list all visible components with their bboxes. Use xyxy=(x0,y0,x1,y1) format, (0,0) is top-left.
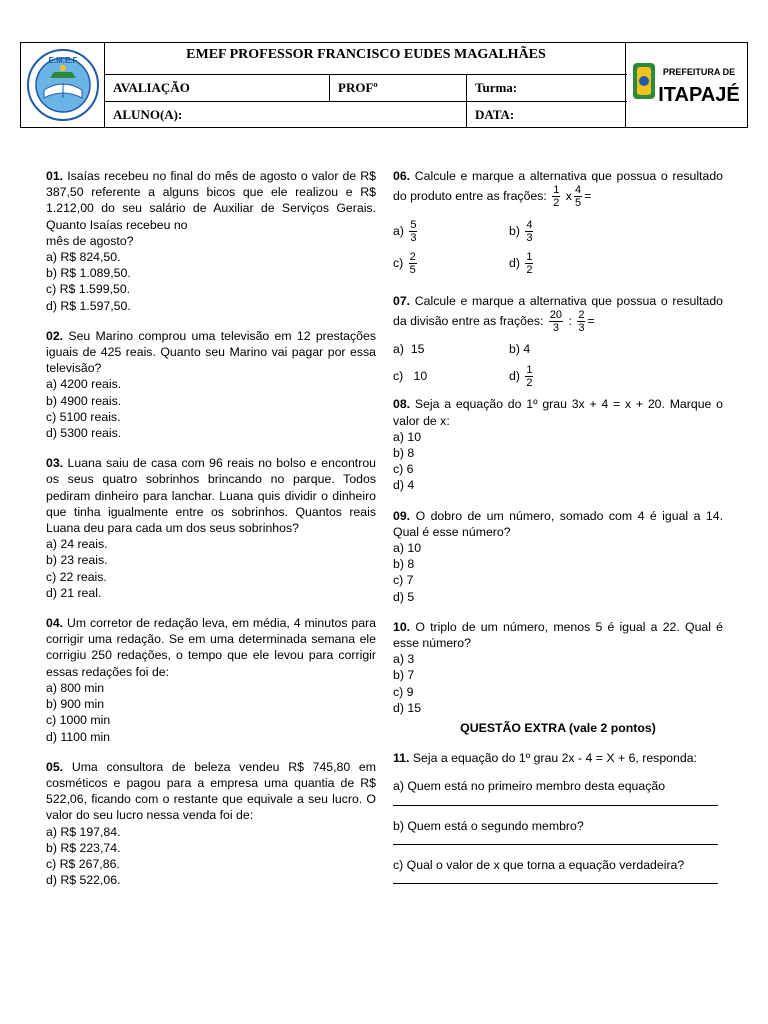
question-number: 09. xyxy=(393,508,411,523)
header-row-1 xyxy=(105,75,627,102)
option-b[interactable]: b) 7 xyxy=(393,668,415,683)
option-d[interactable]: d) $\frac{1}{2}$ xyxy=(509,250,533,276)
option-b[interactable]: b) 8 xyxy=(393,446,415,461)
question-number: 04. xyxy=(46,616,64,631)
option-d[interactable]: d) 4 xyxy=(393,478,415,493)
option-d[interactable]: d) 15 xyxy=(393,700,422,715)
option-a[interactable]: a) 10 xyxy=(393,429,422,444)
question-03 xyxy=(46,455,376,601)
fraction: $\frac{20}{3}$ xyxy=(549,309,563,335)
option-a[interactable]: a) 24 reais. xyxy=(46,537,108,552)
option-d[interactable]: d) 5 xyxy=(393,589,415,604)
question-number: 10. xyxy=(393,619,411,634)
question-number: 11. xyxy=(393,751,410,766)
option-c[interactable]: c) 22 reais. xyxy=(46,569,107,584)
avaliacao-label: AVALIAÇÃO xyxy=(105,75,330,101)
option-a[interactable]: a) R$ 824,50. xyxy=(46,250,121,265)
answer-line-a[interactable] xyxy=(393,795,718,806)
question-text-2: mês de agosto? xyxy=(46,233,134,248)
question-number: 08. xyxy=(393,397,411,412)
option-a[interactable]: a) $\frac{5}{3}$ xyxy=(393,218,417,244)
item-a: a) Quem está no primeiro membro desta equação xyxy=(393,779,666,794)
fraction: $\frac{1}{2}$ xyxy=(553,184,560,210)
answer-line-b[interactable] xyxy=(393,834,718,845)
option-c[interactable]: c) 9 xyxy=(393,684,414,699)
question-text: Luana saiu de casa com 96 reais no bolso e encontrou os seus quatro sobrinhos brincando no parque. Todos pediram dinheiro para lanchar. Luana quis dividir o dinheiro que tinha igualmente entre os sobrinhos. Quantos reais Luana deu para cada um dos seus sobrinhos? xyxy=(46,456,376,536)
question-text: Seja a equação do 1º grau 3x + 4 = x + 20. Marque o valor de x: xyxy=(393,397,723,428)
option-b[interactable]: b) 900 min xyxy=(46,697,105,712)
question-05 xyxy=(46,759,376,889)
question-text: Calcule e marque a alternativa que possua o resultado do produto entre as frações: xyxy=(393,169,723,203)
school-emblem-icon xyxy=(26,48,100,122)
question-10 xyxy=(393,619,723,716)
equals-sign: = xyxy=(587,314,595,329)
question-08 xyxy=(393,396,723,493)
answer-line-c[interactable] xyxy=(393,873,718,884)
option-b[interactable]: b) 4 xyxy=(509,342,531,357)
question-number: 07. xyxy=(393,294,411,309)
header-row-school xyxy=(105,43,627,75)
option-d[interactable]: d) 21 real. xyxy=(46,585,102,600)
city-logo-main: ITAPAJÉ xyxy=(657,84,740,106)
option-d[interactable]: d) 5300 reais. xyxy=(46,426,122,441)
option-b[interactable]: b) 23 reais. xyxy=(46,553,108,568)
aluno-label: ALUNO(A): xyxy=(105,102,467,127)
option-c[interactable]: c) 5100 reais. xyxy=(46,409,121,424)
option-d[interactable]: d) R$ 1.597,50. xyxy=(46,298,131,313)
question-text: Seu Marino comprou uma televisão em 12 prestações iguais de 425 reais. Quanto seu Marino vai pagar por essa televisão? xyxy=(46,328,376,376)
option-c[interactable]: c) 10 xyxy=(393,369,428,384)
city-logo xyxy=(625,43,747,127)
exam-header xyxy=(20,42,748,128)
question-text: Calcule e marque a alternativa que possua o resultado da divisão entre as frações: xyxy=(393,294,723,329)
item-c: c) Qual o valor de x que torna a equação verdadeira? xyxy=(393,857,685,872)
question-text: O dobro de um número, somado com 4 é igual a 14. Qual é esse número? xyxy=(393,508,723,539)
extra-question-title: QUESTÃO EXTRA (vale 2 pontos) xyxy=(460,721,656,736)
right-column xyxy=(393,168,723,894)
data-label: DATA: xyxy=(475,107,515,122)
school-name: EMEF PROFESSOR FRANCISCO EUDES MAGALHÃES xyxy=(186,47,546,62)
option-b[interactable]: b) $\frac{4}{3}$ xyxy=(509,218,533,244)
fraction: $\frac{2}{3}$ xyxy=(578,309,585,335)
option-a[interactable]: a) 800 min xyxy=(46,680,105,695)
equals-sign: = xyxy=(584,188,592,203)
question-text: O triplo de um número, menos 5 é igual a 22. Qual é esse número? xyxy=(393,619,724,651)
question-04 xyxy=(46,615,376,745)
option-c[interactable]: c) 1000 min xyxy=(46,713,111,728)
city-emblem-icon xyxy=(631,57,743,113)
option-a[interactable]: a) 15 xyxy=(393,342,425,357)
question-text: Isaías recebeu no final do mês de agosto o valor de R$ 387,50 referente a alguns bicos que ele realizou e R$ 1.212,00 do seu salário de Auxiliar de Serviços Gerais. Quanto Isaías recebeu no xyxy=(46,169,376,232)
question-text: Uma consultora de beleza vendeu R$ 745,80 em cosméticos e pagou para a empresa uma quantia de R$ 522,06, ficando com o restante que equivale a seu lucro. O valor do seu lucro nessa venda foi de: xyxy=(46,759,376,823)
left-column xyxy=(46,168,376,898)
question-text: Seja a equação do 1º grau 2x - 4 = X + 6, responda: xyxy=(412,751,697,766)
question-09 xyxy=(393,508,723,605)
option-b[interactable]: b) 8 xyxy=(393,557,415,572)
question-number: 03. xyxy=(46,456,64,471)
option-d[interactable]: d) $\frac{1}{2}$ xyxy=(509,363,533,389)
option-c[interactable]: c) 6 xyxy=(393,462,414,477)
city-logo-top: PREFEITURA DE xyxy=(662,67,735,77)
school-logo xyxy=(21,43,105,127)
operator: : xyxy=(568,314,572,329)
operator: x xyxy=(565,188,572,203)
option-a[interactable]: a) 4200 reais. xyxy=(46,377,122,392)
header-grid xyxy=(105,43,627,127)
option-c[interactable]: c) 7 xyxy=(393,573,414,588)
fraction: $\frac{4}{5}$ xyxy=(574,184,582,210)
question-11 xyxy=(393,750,723,884)
question-01 xyxy=(46,168,376,314)
question-07 xyxy=(393,293,723,392)
option-b[interactable]: b) 4900 reais. xyxy=(46,393,122,408)
option-b[interactable]: b) R$ 1.089,50. xyxy=(46,266,131,281)
option-d[interactable]: d) R$ 522,06. xyxy=(46,873,121,888)
option-c[interactable]: c) $\frac{2}{5}$ xyxy=(393,250,416,276)
item-b: b) Quem está o segundo membro? xyxy=(393,818,584,833)
question-text: Um corretor de redação leva, em média, 4 minutos para corrigir uma redação. Se em uma determinada semana ele corrigiu 250 redações, o tempo que ele levou para corrigir essas redações foi de: xyxy=(46,616,376,679)
question-06 xyxy=(393,168,723,279)
turma-label: Turma: xyxy=(475,80,518,95)
option-b[interactable]: b) R$ 223,74. xyxy=(46,840,121,855)
option-c[interactable]: c) R$ 267,86. xyxy=(46,856,120,871)
prof-label: PROFº xyxy=(330,75,467,101)
logo-text: E.M.E.F xyxy=(48,56,77,65)
question-number: 02. xyxy=(46,328,64,343)
option-d[interactable]: d) 1100 min xyxy=(46,729,111,744)
header-row-2 xyxy=(105,102,627,127)
question-number: 06. xyxy=(393,169,411,183)
question-number: 01. xyxy=(46,169,64,183)
option-a[interactable]: a) 3 xyxy=(393,652,415,667)
question-number: 05. xyxy=(46,759,64,774)
option-a[interactable]: a) R$ 197,84. xyxy=(46,824,121,839)
option-a[interactable]: a) 10 xyxy=(393,541,422,556)
question-02 xyxy=(46,328,376,441)
option-c[interactable]: c) R$ 1.599,50. xyxy=(46,282,131,297)
